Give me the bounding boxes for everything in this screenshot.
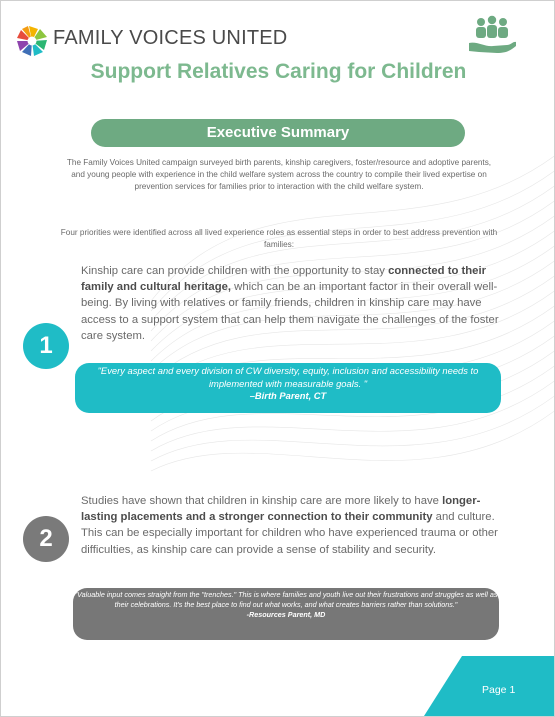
- priority-1-text: [81, 263, 506, 344]
- priority-1-quote: [75, 363, 501, 413]
- quote-2-attribution: -Resources Parent, MD: [246, 610, 326, 619]
- pinwheel-logo-icon: [15, 24, 49, 58]
- priority-1-text-b: which can be an important factor in their overall well-being. By living with relatives or family friends, children in kinship care may have access to a support system that can help them navigate the challenges of the foster care system.: [81, 281, 499, 342]
- brand-name: FAMILY VOICES UNITED: [53, 27, 288, 49]
- priority-2-text: [81, 493, 506, 558]
- quote-1-attribution: –Birth Parent, CT: [249, 390, 327, 401]
- priorities-lead: Four priorities were identified across all lived experience roles as essential steps in order to best address prevention with families:: [60, 228, 498, 249]
- priority-1-number: 1: [23, 323, 69, 369]
- priority-1-highlight: connected to their family and cultural heritage,: [81, 265, 486, 294]
- people-hand-icon: [467, 15, 517, 57]
- priority-1-text-a: Kinship care can provide children with the opportunity to stay: [81, 265, 389, 277]
- priority-2-highlight: longer-lasting placements and a stronger connection to their community: [81, 495, 481, 524]
- section-heading: Executive Summary: [91, 119, 465, 147]
- priority-2-quote: [73, 588, 499, 640]
- priority-2-text-b: and culture. This can be especially important for children who have experienced trauma or other difficulties, as kinship care can provide a sense of stability and security.: [81, 511, 498, 556]
- priority-2-text-a: Studies have shown that children in kinship care are more likely to have: [81, 495, 443, 507]
- page-title: Support Relatives Caring for Children: [90, 60, 467, 83]
- intro-paragraph: The Family Voices United campaign surveyed birth parents, kinship caregivers, foster/resource and adoptive parents, and young people with experience in the child welfare system across the country to compile their lived expertise on prevention services for families prior to interaction with the child welfare system.: [66, 158, 492, 191]
- page-number: Page 1: [482, 684, 516, 696]
- priority-2-number: 2: [23, 516, 69, 562]
- quote-2-text: "Valuable input comes straight from the "trenches." This is where families and youth live out their frustrations and struggles as well as their celebrations. It's the best place to find out what works, and what creates barriers rather than solutions.": [74, 590, 498, 609]
- quote-1-text: "Every aspect and every division of CW diversity, equity, inclusion and accessibility needs to implemented with measurable goals. ": [97, 365, 479, 389]
